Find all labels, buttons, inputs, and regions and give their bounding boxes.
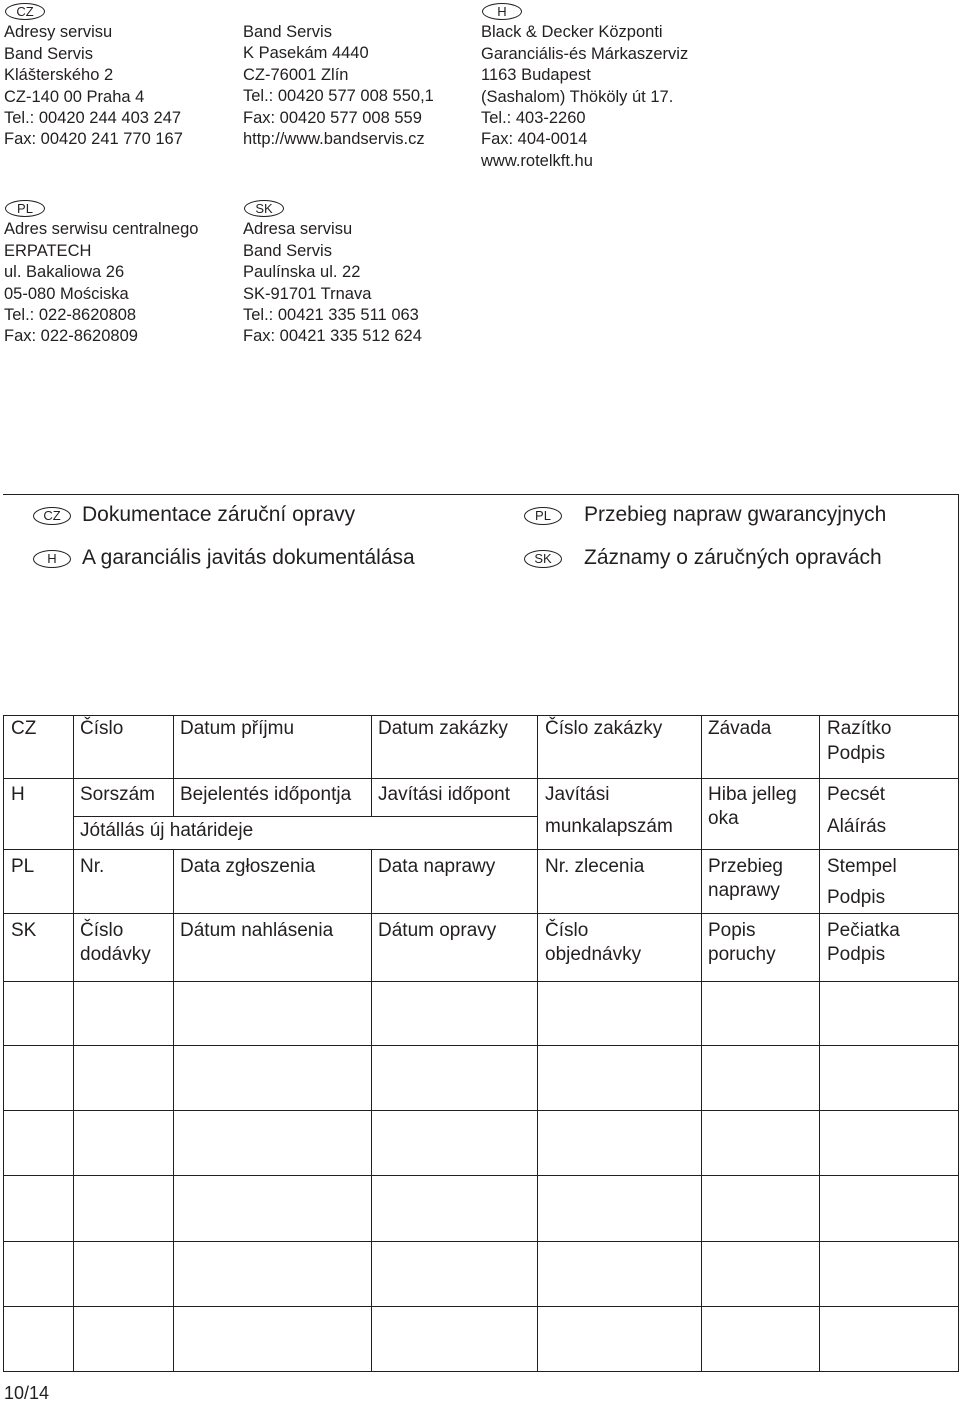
address-cz <box>4 1 183 151</box>
address-line: CZ-140 00 Praha 4 <box>4 87 145 106</box>
column-header-repair-date: Javítási időpont <box>378 784 511 805</box>
column-header-number: Číslo <box>80 718 124 739</box>
address-line: Adresa servisu <box>243 220 353 239</box>
header-box-top-border <box>3 494 958 495</box>
table-border <box>173 849 174 1372</box>
title-badge-sk: SK <box>524 550 562 568</box>
address-line: ERPATECH <box>4 241 92 260</box>
column-header-repair-date: Dátum opravy <box>378 920 497 941</box>
column-header-defect: Závada <box>708 718 772 739</box>
table-border <box>3 1175 959 1176</box>
address-line: Black & Decker Központi <box>481 23 663 42</box>
table-border <box>371 849 372 1372</box>
address-line: Adres serwisu centralnego <box>4 220 199 239</box>
record-title-sk: Záznamy o záručných opravách <box>584 546 882 569</box>
table-border <box>3 715 959 716</box>
table-border <box>3 1306 959 1307</box>
title-badge-cz: CZ <box>33 507 71 525</box>
fax-line: Fax: 00420 241 770 167 <box>4 130 183 149</box>
address-line: SK-91701 Trnava <box>243 284 372 303</box>
address-line: (Sashalom) Thököly út 17. <box>481 87 674 106</box>
table-border <box>3 715 4 1372</box>
table-border <box>3 913 959 914</box>
website-link[interactable]: http://www.bandservis.cz <box>243 130 425 149</box>
row-lang-sk: SK <box>11 920 37 941</box>
column-header-order-number: Javítási <box>545 784 610 805</box>
page-number: 10/14 <box>4 1383 50 1403</box>
column-header-signature: Podpis <box>827 743 886 764</box>
column-header-number: Nr. <box>80 856 105 877</box>
column-header-stamp: Razítko <box>827 718 892 739</box>
country-badge-cz: CZ <box>5 3 45 20</box>
fax-line: Fax: 404-0014 <box>481 130 588 149</box>
table-border <box>3 981 959 982</box>
title-badge-h: H <box>33 550 71 568</box>
column-header-signature: Aláírás <box>827 816 887 837</box>
phone-line: Tel.: 00420 577 008 550,1 <box>243 87 434 106</box>
table-border <box>701 715 702 1372</box>
address-pl <box>4 198 198 348</box>
column-header-received-date: Data zgłoszenia <box>180 856 316 877</box>
address-line: K Pasekám 4440 <box>243 44 369 63</box>
column-header-order-number-cont: munkalapszám <box>545 816 673 837</box>
table-border <box>173 715 174 816</box>
address-line: Band Servis <box>243 241 332 260</box>
row-lang-cz: CZ <box>11 718 37 739</box>
country-badge-h: H <box>482 3 522 20</box>
column-header-stamp: Pecsét <box>827 784 886 805</box>
table-border <box>3 1241 959 1242</box>
column-header-number-cont: dodávky <box>80 944 151 965</box>
column-header-stamp: Pečiatka <box>827 920 900 941</box>
row-lang-h: H <box>11 784 25 805</box>
country-badge-pl: PL <box>5 200 45 217</box>
phone-line: Tel.: 022-8620808 <box>4 306 137 325</box>
column-header-defect-cont: poruchy <box>708 944 776 965</box>
record-title-pl: Przebieg napraw gwarancyjnych <box>584 503 887 526</box>
phone-line: Tel.: 403-2260 <box>481 109 586 128</box>
column-header-stamp: Stempel <box>827 856 897 877</box>
table-border <box>3 1045 959 1046</box>
column-header-order-number: Nr. zlecenia <box>545 856 645 877</box>
address-h <box>481 1 688 172</box>
column-header-defect-cont: oka <box>708 808 739 829</box>
phone-line: Tel.: 00420 244 403 247 <box>4 109 182 128</box>
record-title-cz: Dokumentace záruční opravy <box>82 503 356 526</box>
phone-line: Tel.: 00421 335 511 063 <box>243 306 419 325</box>
column-header-order-number: Číslo <box>545 920 589 941</box>
address-line: Band Servis <box>4 44 93 63</box>
table-border <box>958 715 959 1372</box>
table-border <box>3 1110 959 1111</box>
country-badge-sk: SK <box>244 200 284 217</box>
table-border <box>819 715 820 1372</box>
address-line: CZ-76001 Zlín <box>243 65 349 84</box>
fax-line: Fax: 00420 577 008 559 <box>243 108 422 127</box>
column-header-signature: Podpis <box>827 887 886 908</box>
address-line: Garanciális-és Márkaszerviz <box>481 44 689 63</box>
table-border <box>537 715 538 1372</box>
fax-line: Fax: 00421 335 512 624 <box>243 327 422 346</box>
address-line: 05-080 Mościska <box>4 284 129 303</box>
column-header-order-number-cont: objednávky <box>545 944 642 965</box>
table-border <box>3 1371 959 1372</box>
column-header-received-date: Bejelentés időpontja <box>180 784 352 805</box>
table-border <box>3 778 959 779</box>
address-sk <box>243 198 422 348</box>
record-title-h: A garanciális javitás dokumentálása <box>82 546 415 569</box>
address-cz-zlin <box>243 22 434 150</box>
address-line: Band Servis <box>243 23 332 41</box>
column-header-signature: Podpis <box>827 944 886 965</box>
column-header-repair-date: Data naprawy <box>378 856 496 877</box>
website-link[interactable]: www.rotelkft.hu <box>481 151 593 170</box>
row-lang-pl: PL <box>11 856 35 877</box>
column-header-received-date: Dátum nahlásenia <box>180 920 334 941</box>
column-header-defect-cont: naprawy <box>708 880 780 901</box>
column-header-received-date: Datum příjmu <box>180 718 295 739</box>
fax-line: Fax: 022-8620809 <box>4 327 138 346</box>
column-header-order-date: Datum zakázky <box>378 718 508 739</box>
column-header-order-number: Číslo zakázky <box>545 718 663 739</box>
table-border <box>371 715 372 816</box>
column-header-defect: Popis <box>708 920 756 941</box>
table-border <box>73 816 537 817</box>
address-line: ul. Bakaliowa 26 <box>4 263 125 282</box>
column-header-number: Sorszám <box>80 784 155 805</box>
column-header-defect: Przebieg <box>708 856 783 877</box>
table-border <box>3 849 959 850</box>
column-header-defect: Hiba jelleg <box>708 784 797 805</box>
title-badge-pl: PL <box>524 507 562 525</box>
address-line: Adresy servisu <box>4 23 113 42</box>
address-line: 1163 Budapest <box>481 66 591 85</box>
column-header-number: Číslo <box>80 920 124 941</box>
header-box-right-border <box>958 494 959 716</box>
address-line: Paulínska ul. 22 <box>243 263 361 282</box>
table-border <box>73 715 74 1372</box>
warranty-deadline-label: Jótállás új határideje <box>80 820 254 841</box>
address-line: Klášterského 2 <box>4 66 114 85</box>
